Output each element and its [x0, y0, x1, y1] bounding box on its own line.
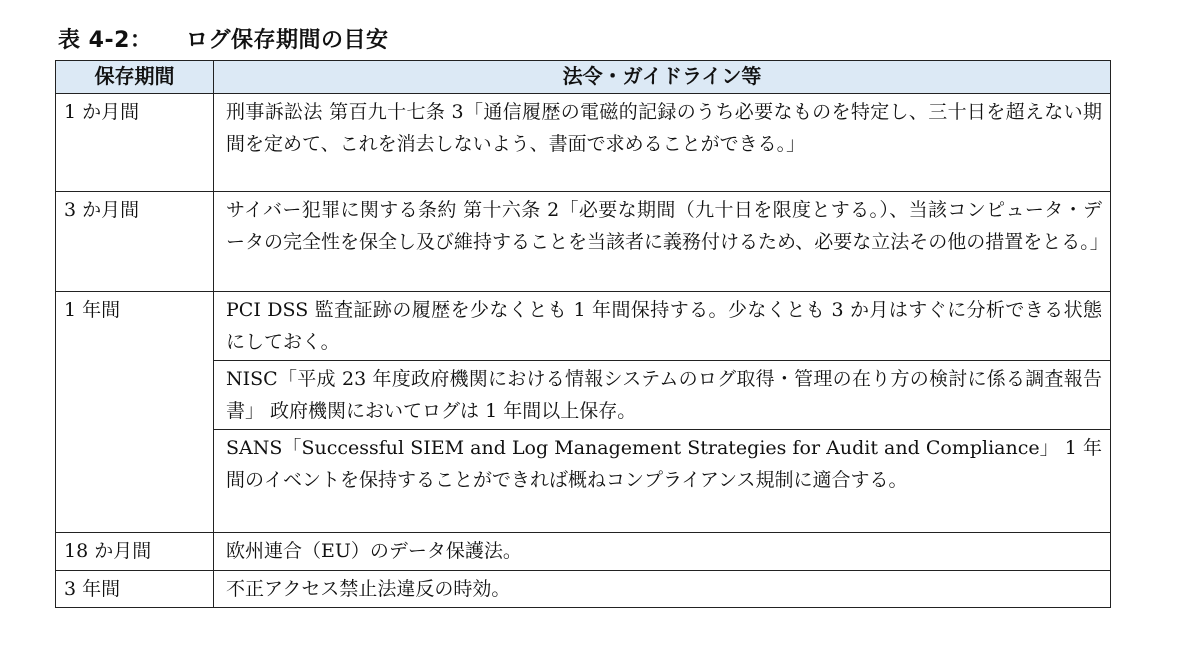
regulation-cell: SANS「Successful SIEM and Log Management Strategies for Audit and Compliance」 1 年間のイベントを保持することができれば概ねコンプライアンス規制に適合する。	[214, 430, 1111, 533]
table-row	[56, 570, 1111, 608]
header-regulation: 法令・ガイドライン等	[214, 61, 1111, 94]
header-period: 保存期間	[56, 61, 214, 94]
table-row	[56, 292, 1111, 361]
regulation-cell: 不正アクセス禁止法違反の時効。	[214, 570, 1111, 608]
table-row	[56, 533, 1111, 571]
table-row	[56, 430, 1111, 533]
table-row	[56, 361, 1111, 430]
table-number: 表 4-2：	[58, 28, 153, 53]
period-cell: 3 年間	[56, 570, 214, 608]
table-caption	[58, 24, 389, 58]
regulation-cell: PCI DSS 監査証跡の履歴を少なくとも 1 年間保持する。少なくとも 3 か月はすぐに分析できる状態にしておく。	[214, 292, 1111, 361]
regulation-cell: NISC「平成 23 年度政府機関における情報システムのログ取得・管理の在り方の検討に係る調査報告書」 政府機関においてログは 1 年間以上保存。	[214, 361, 1111, 430]
table-row	[56, 192, 1111, 292]
regulation-cell: サイバー犯罪に関する条約 第十六条 2「必要な期間（九十日を限度とする。）、当該コンピュータ・データの完全性を保全し及び維持することを当該者に義務付けるため、必要な立法その他の措置をとる。」	[214, 192, 1111, 292]
period-cell: 1 か月間	[56, 94, 214, 192]
regulation-cell: 欧州連合（EU）のデータ保護法。	[214, 533, 1111, 571]
period-cell: 1 年間	[56, 292, 214, 533]
period-cell: 18 か月間	[56, 533, 214, 571]
period-cell: 3 か月間	[56, 192, 214, 292]
table-title: ログ保存期間の目安	[186, 28, 389, 53]
header-row	[56, 61, 1111, 94]
table-row	[56, 94, 1111, 192]
regulation-cell: 刑事訴訟法 第百九十七条 3「通信履歴の電磁的記録のうち必要なものを特定し、三十日を超えない期間を定めて、これを消去しないよう、書面で求めることができる。」	[214, 94, 1111, 192]
log-retention-table	[55, 60, 1111, 608]
